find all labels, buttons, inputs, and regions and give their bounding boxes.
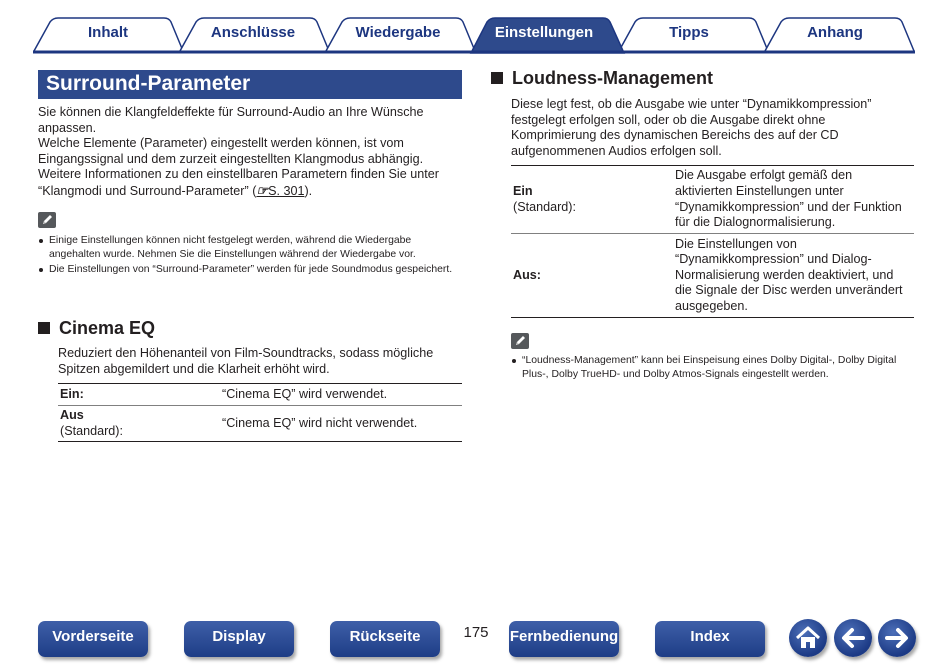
intro-paragraph-1: Sie können die Klangfeldeffekte für Surround-Audio an Ihre Wünsche anpassen.: [38, 105, 424, 135]
page-reference-link[interactable]: [256, 184, 304, 198]
intro-paragraph-3-end: ).: [304, 183, 313, 198]
page-number: 175: [463, 624, 489, 641]
heading-square-icon: [38, 322, 50, 334]
cinema-eq-heading: [38, 318, 155, 339]
option-value: Die Einstellungen von “Dynamikkompression” und Dialog-Normalisierung werden deaktiviert, und die Signale der Disc werden unverändert ausgegeben.: [675, 236, 903, 313]
tab-einstellungen[interactable]: Einstellungen: [494, 24, 594, 41]
tab-anhang[interactable]: Anhang: [807, 24, 863, 41]
loudness-heading: [491, 68, 713, 89]
cinema-eq-description: Reduziert den Höhenanteil von Film-Soundtracks, sodass mögliche Spitzen abgemildert und die Klarheit erhöht wird.: [58, 346, 434, 376]
display-button[interactable]: Display: [184, 621, 294, 657]
loudness-description: Diese legt fest, ob die Ausgabe wie unter “Dynamikkompression” festgelegt erfolgen soll, oder ob die Ausgabe direkt ohne Komprimierung des dynamischen Bereichs des auf der CD aufgenommenen Audios erfolgen soll.: [511, 97, 872, 158]
table-row: [58, 406, 462, 442]
option-key-label: Ein:: [60, 386, 84, 401]
option-key: [511, 166, 673, 234]
option-key-label: Ein: [513, 183, 533, 198]
intro-paragraph-3: [38, 167, 462, 199]
heading-square-icon: [491, 72, 503, 84]
list-item: Die Einstellungen von “Surround-Parameter” werden für jede Soundmodus gespeichert.: [38, 263, 462, 277]
reference-hand-icon: ☞: [256, 182, 269, 198]
loudness-heading-text: Loudness-Management: [512, 68, 714, 88]
cinema-eq-options-table: [58, 383, 462, 442]
option-value: “Cinema EQ” wird nicht verwendet.: [222, 415, 418, 430]
list-item: “Loudness-Management” kann bei Einspeisung eines Dolby Digital-, Dolby Digital Plus-, Dolby TrueHD- und Dolby Atmos-Signals eingestellt werden.: [511, 354, 914, 381]
pencil-icon-glyph: [40, 213, 54, 227]
option-key: [511, 234, 673, 318]
table-row: [511, 166, 914, 234]
rear-panel-button[interactable]: Rückseite: [330, 621, 440, 657]
list-item: Einige Einstellungen können nicht festgelegt werden, während die Wiedergabe angehalten wurde. Nehmen Sie die Einstellungen während der Wiedergabe vor.: [38, 234, 462, 261]
table-row: [58, 384, 462, 406]
intro-text: [38, 105, 462, 200]
forward-button[interactable]: [878, 619, 916, 657]
option-key-sub: (Standard):: [513, 199, 576, 214]
option-value: “Cinema EQ” wird verwendet.: [222, 386, 388, 401]
remote-control-button[interactable]: Fernbedienung: [509, 621, 619, 657]
left-notes-list: [38, 234, 462, 278]
intro-paragraph-2: Welche Elemente (Parameter) eingestellt werden können, ist vom Eingangssignal und dem zurzeit eingestellten Klangmodus abhängig.: [38, 136, 424, 166]
arrow-right-icon: [878, 619, 916, 657]
intro-paragraph-3-text: Weitere Informationen zu den einstellbaren Parametern finden Sie unter “Klangmodi und Surround-Parameter” (: [38, 167, 439, 198]
arrow-left-icon: [834, 619, 872, 657]
option-value: Die Ausgabe erfolgt gemäß den aktivierten Einstellungen unter “Dynamikkompression” und der Funktion für die Dialognormalisierung.: [675, 168, 902, 230]
option-key-label: Aus:: [513, 267, 541, 282]
pencil-icon: [38, 212, 56, 228]
table-row: [511, 234, 914, 318]
home-button[interactable]: [789, 619, 827, 657]
home-icon: [789, 619, 827, 657]
pencil-icon-glyph: [513, 334, 527, 348]
section-title: Surround-Parameter: [46, 72, 251, 95]
option-key: [58, 384, 220, 406]
page-reference-text: S. 301: [268, 183, 305, 198]
back-button[interactable]: [834, 619, 872, 657]
option-key-sub: (Standard):: [60, 423, 123, 438]
right-notes-list: [511, 354, 914, 383]
index-button[interactable]: Index: [655, 621, 765, 657]
tab-wiedergabe[interactable]: Wiedergabe: [355, 24, 441, 41]
tab-anschluesse[interactable]: Anschlüsse: [210, 24, 296, 41]
option-key: [58, 406, 220, 442]
section-title-bar: [38, 70, 462, 99]
tab-tipps[interactable]: Tipps: [669, 24, 709, 41]
front-page-button[interactable]: Vorderseite: [38, 621, 148, 657]
pencil-icon: [511, 333, 529, 349]
cinema-eq-heading-text: Cinema EQ: [59, 318, 156, 338]
option-key-label: Aus: [60, 408, 84, 422]
tab-inhalt[interactable]: Inhalt: [88, 24, 128, 41]
loudness-options-table: [511, 165, 914, 318]
